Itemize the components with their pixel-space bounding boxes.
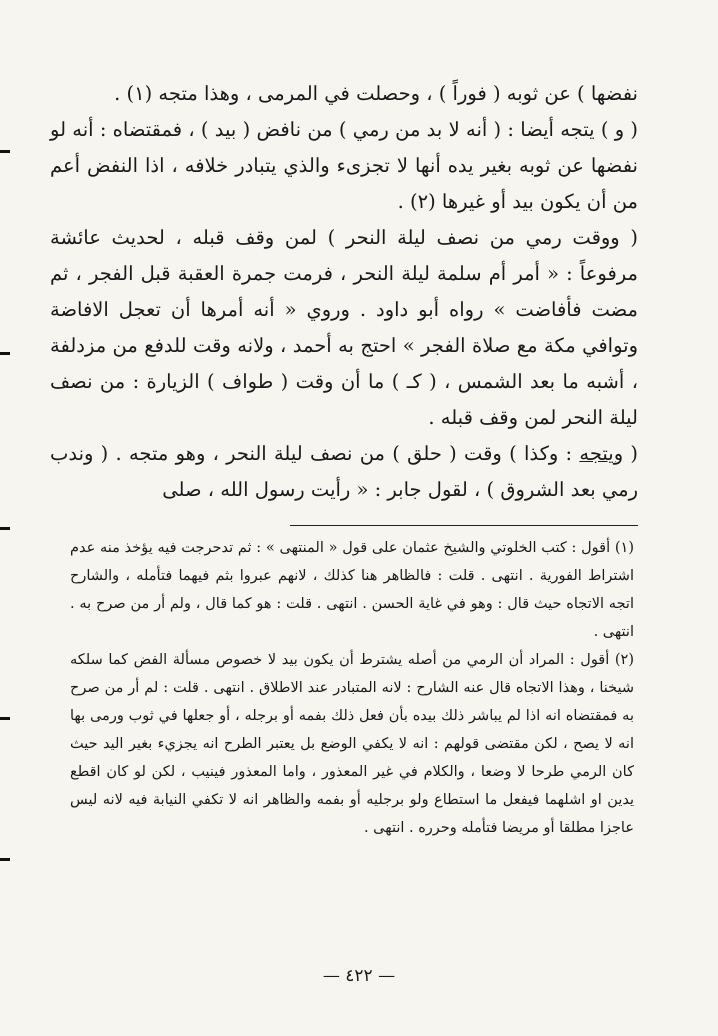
margin-mark: [0, 527, 10, 530]
footnote-1: (١) أقول : كتب الخلوتي والشيخ عثمان على قول « المنتهى » : ثم تدحرجت فيه يؤخذ منه عدم اشتراط الفورية . انتهى . قلت : فالظاهر هنا كذلك ، لانهم عبروا بثم فيهما فتأمله ، والشارح اتجه الاتجاه حيث قال : وهو في غاية الحسن . انتهى . قلت : هو كما قال ، ولم أر من صرح به . انتهى .: [70, 540, 634, 640]
footnote-separator: [290, 525, 638, 526]
margin-mark: [0, 717, 10, 720]
main-paragraph-4: ( ويتجه : وكذا ) وقت ( حلق ) من نصف ليلة النحر ، وهو متجه . ( وندب رمي بعد الشروق ) ، لقول جابر : « رأيت رسول الله ، صلى: [50, 442, 638, 501]
main-paragraph-1: نفضها ) عن ثوبه ( فوراً ) ، وحصلت في المرمى ، وهذا متجه (١) .: [114, 82, 638, 105]
main-text: [50, 76, 638, 508]
page-number: — ٤٢٢ —: [322, 966, 396, 986]
main-paragraph-4-rest: : وكذا ) وقت ( حلق ) من نصف ليلة النحر ، وهو متجه . ( وندب رمي بعد الشروق ) ، لقول جابر : « رأيت رسول الله ، صلى: [50, 442, 638, 501]
main-paragraph-2: ( و ) يتجه أيضا : ( أنه لا بد من رمي ) من نافض ( بيد ) ، فمقتضاه : أنه لو نفضها عن ثوبه بغير يده أنها لا تجزىء والذي يتبادر خلافه ، اذا النفض أعم من أن يكون بيد أو غيرها (٢) .: [50, 118, 638, 213]
footnote-2: (٢) أقول : المراد أن الرمي من أصله يشترط أن يكون بيد لا خصوص مسألة الفض كما سلكه شيخنا ، وهذا الاتجاه قال عنه الشارح : لانه المتبادر عند الاطلاق . انتهى . قلت : لم أر من صرح به فمقتضاه انه اذا لم يباشر ذلك بيده بأن فعل ذلك بفمه أو برجله ، أو جعلها في ثوب ورمى بها انه لا يصح ، لكن مقتضى قولهم : انه لا يكفي الوضع بل يعتبر الطرح انه يجزيء بغير اليد حيث كان الرمي طرحا لا وضعا ، والكلام في غير المعذور ، واما المعذور فينيب ، لكن لو كان اقطع يدين او اشلهما فيفعل ما استطاع ولو برجليه أو بفمه والظاهر انه لا تكفي النيابة فيه لانه ليس عاجزا مطلقا أو مريضا فتأمله وحرره . انتهى .: [70, 652, 634, 836]
footnotes: [70, 534, 634, 842]
margin-mark: [0, 352, 10, 355]
underlined-word: ويتجه: [579, 442, 624, 465]
margin-mark: [0, 150, 10, 153]
margin-mark: [0, 858, 10, 861]
main-paragraph-3: ( ووقت رمي من نصف ليلة النحر ) لمن وقف قبله ، لحديث عائشة مرفوعاً : « أمر أم سلمة ليلة النحر ، فرمت جمرة العقبة قبل الفجر ، ثم مضت فأفاضت » رواه أبو داود . وروي « أنه أمرها أن تعجل الافاضة وتوافي مكة مع صلاة الفجر » احتج به أحمد ، ولانه وقت للدفع من مزدلفة ، أشبه ما بعد الشمس ، ( كـ ) ما أن وقت ( طواف ) الزيارة : من نصف ليلة النحر لمن وقف قبله .: [50, 226, 638, 429]
